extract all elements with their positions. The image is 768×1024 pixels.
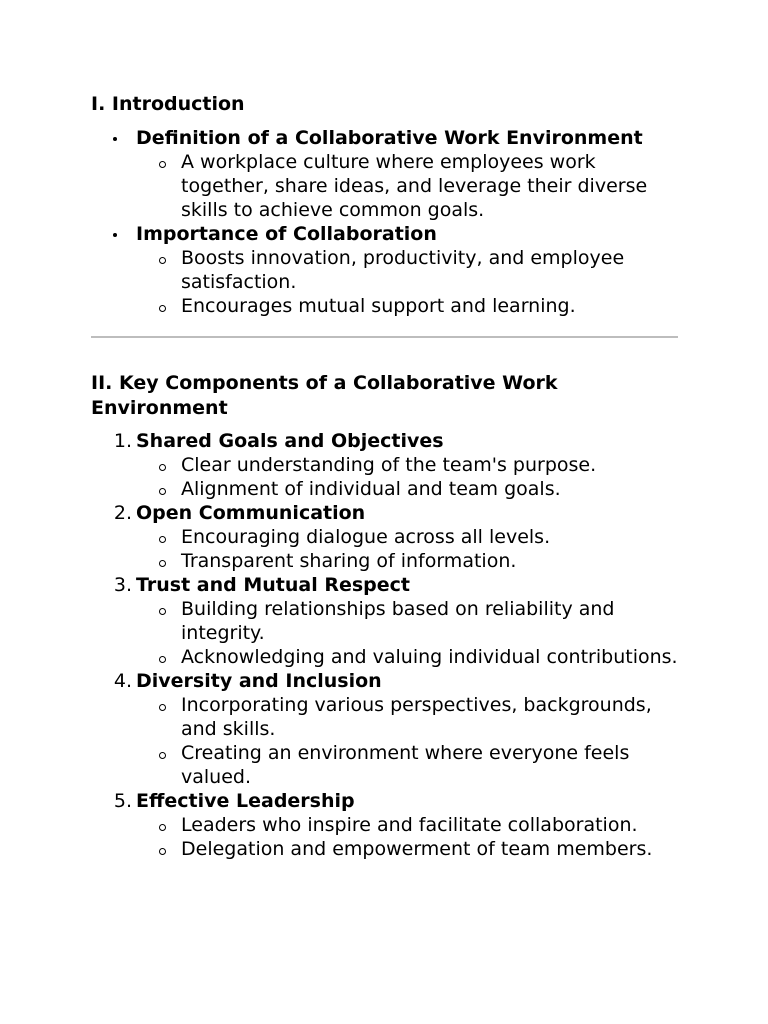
sub-list-item bbox=[136, 525, 681, 549]
item-number: 5. bbox=[113, 790, 132, 812]
sub-item-text: Building relationships based on reliability and integrity. bbox=[181, 598, 615, 644]
item-title: Diversity and Inclusion bbox=[136, 670, 382, 692]
list-item bbox=[91, 429, 681, 501]
section-divider bbox=[91, 336, 678, 338]
circle-bullet-icon bbox=[159, 560, 166, 567]
item-number: 4. bbox=[113, 670, 132, 692]
sub-item-text: Incorporating various perspectives, backgrounds, and skills. bbox=[181, 694, 652, 740]
document-page bbox=[91, 92, 681, 861]
circle-bullet-icon bbox=[159, 704, 166, 711]
sub-list bbox=[136, 246, 681, 318]
item-title: Open Communication bbox=[136, 502, 366, 524]
item-title: Definition of a Collaborative Work Environment bbox=[136, 127, 643, 149]
sub-item-text: Alignment of individual and team goals. bbox=[181, 478, 561, 500]
sub-item-text: Leaders who inspire and facilitate collaboration. bbox=[181, 814, 638, 836]
sub-list bbox=[136, 150, 681, 222]
circle-bullet-icon bbox=[159, 488, 166, 495]
list-item bbox=[91, 573, 681, 669]
sub-item-text: Transparent sharing of information. bbox=[181, 550, 517, 572]
sub-list-item bbox=[136, 294, 681, 318]
item-title: Trust and Mutual Respect bbox=[136, 574, 410, 596]
item-title: Importance of Collaboration bbox=[136, 223, 437, 245]
list-item bbox=[91, 789, 681, 861]
circle-bullet-icon bbox=[159, 464, 166, 471]
sub-list-item bbox=[136, 837, 681, 861]
circle-bullet-icon bbox=[159, 257, 166, 264]
circle-bullet-icon bbox=[159, 161, 166, 168]
sub-item-text: A workplace culture where employees work together, share ideas, and leverage their diverse skills to achieve common goals. bbox=[181, 151, 648, 221]
circle-bullet-icon bbox=[159, 656, 166, 663]
item-number: 2. bbox=[113, 502, 132, 524]
sub-item-text: Creating an environment where everyone feels valued. bbox=[181, 742, 630, 788]
sub-list bbox=[136, 693, 681, 789]
sub-list-item bbox=[136, 549, 681, 573]
circle-bullet-icon bbox=[159, 305, 166, 312]
item-title: Shared Goals and Objectives bbox=[136, 430, 444, 452]
sub-list bbox=[136, 813, 681, 861]
item-number: 1. bbox=[113, 430, 132, 452]
sub-list bbox=[136, 597, 681, 669]
circle-bullet-icon bbox=[159, 752, 166, 759]
sub-item-text: Delegation and empowerment of team members. bbox=[181, 838, 653, 860]
list-item bbox=[91, 222, 681, 318]
sub-list-item bbox=[136, 246, 681, 294]
sub-list-item bbox=[136, 453, 681, 477]
list-item bbox=[91, 126, 681, 222]
sub-list-item bbox=[136, 645, 681, 669]
sub-item-text: Boosts innovation, productivity, and employee satisfaction. bbox=[181, 247, 625, 293]
circle-bullet-icon bbox=[159, 848, 166, 855]
sub-item-text: Acknowledging and valuing individual contributions. bbox=[181, 646, 678, 668]
sub-list-item bbox=[136, 477, 681, 501]
section-2-heading: II. Key Components of a Collaborative Work Environment bbox=[91, 372, 558, 419]
sub-item-text: Encouraging dialogue across all levels. bbox=[181, 526, 551, 548]
list-item bbox=[91, 501, 681, 573]
section-1-heading: I. Introduction bbox=[91, 93, 245, 115]
bullet-icon bbox=[113, 137, 117, 141]
sub-list bbox=[136, 453, 681, 501]
sub-list-item bbox=[136, 693, 681, 741]
item-title: Effective Leadership bbox=[136, 790, 355, 812]
sub-list-item bbox=[136, 150, 681, 222]
circle-bullet-icon bbox=[159, 824, 166, 831]
introduction-list bbox=[91, 126, 681, 318]
sub-item-text: Encourages mutual support and learning. bbox=[181, 295, 576, 317]
sub-item-text: Clear understanding of the team's purpose. bbox=[181, 454, 597, 476]
sub-list-item bbox=[136, 597, 681, 645]
sub-list bbox=[136, 525, 681, 573]
circle-bullet-icon bbox=[159, 536, 166, 543]
bullet-icon bbox=[113, 233, 117, 237]
sub-list-item bbox=[136, 741, 681, 789]
circle-bullet-icon bbox=[159, 608, 166, 615]
list-item bbox=[91, 669, 681, 789]
key-components-list bbox=[91, 429, 681, 861]
item-number: 3. bbox=[113, 574, 132, 596]
sub-list-item bbox=[136, 813, 681, 837]
